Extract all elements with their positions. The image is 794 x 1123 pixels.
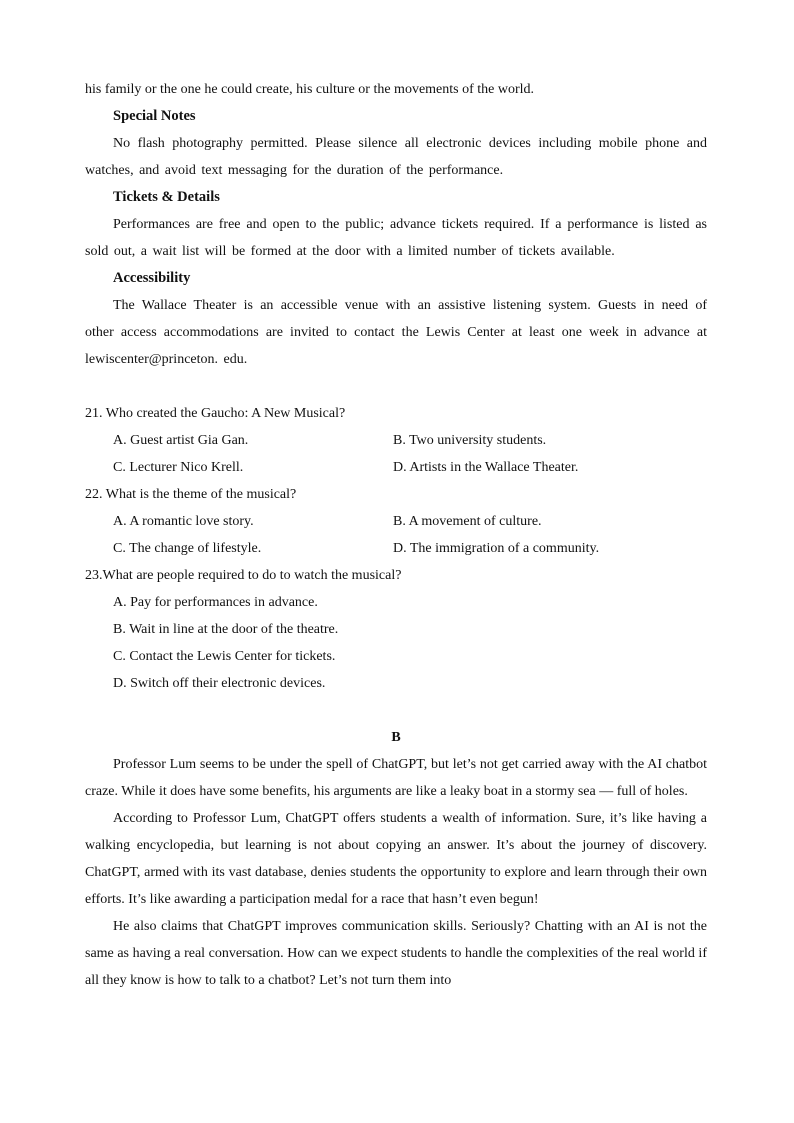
- question-21-options: [85, 427, 707, 481]
- option: A. A romantic love story.: [113, 514, 254, 529]
- option: C. Contact the Lewis Center for tickets.: [113, 649, 336, 664]
- option: A. Guest artist Gia Gan.: [113, 433, 249, 448]
- option: C. The change of lifestyle.: [113, 541, 262, 556]
- question-22-options: [85, 508, 707, 562]
- question-21: 21. Who created the Gaucho: A New Musical?: [85, 406, 346, 421]
- spacer: [85, 697, 707, 724]
- special-notes-text: No flash photography permitted. Please silence all electronic devices including mobile phone and watches, and avoid text messaging for the duration of the performance.: [85, 136, 707, 178]
- spacer: [85, 373, 707, 400]
- option: C. Lecturer Nico Krell.: [113, 460, 244, 475]
- question-22: 22. What is the theme of the musical?: [85, 487, 297, 502]
- option: B. A movement of culture.: [393, 514, 542, 529]
- continued-line: his family or the one he could create, his culture or the movements of the world.: [85, 82, 535, 97]
- option: B. Two university students.: [393, 433, 547, 448]
- tickets-text: Performances are free and open to the public; advance tickets required. If a performance is listed as sold out, a wait list will be formed at the door with a limited number of tickets available.: [85, 217, 707, 259]
- accessibility-heading: Accessibility: [113, 270, 191, 286]
- option: D. Switch off their electronic devices.: [113, 676, 326, 691]
- section-b-paragraph: He also claims that ChatGPT improves communication skills. Seriously? Chatting with an AI is not the same as having a real conversation. How can we expect students to handle the complexities of the real world if all they know is how to talk to a chatbot? Let’s not turn them into: [85, 919, 707, 988]
- option: D. Artists in the Wallace Theater.: [393, 460, 579, 475]
- option: B. Wait in line at the door of the theatre.: [113, 622, 339, 637]
- special-notes-heading: Special Notes: [113, 108, 196, 124]
- option: D. The immigration of a community.: [393, 541, 600, 556]
- option: A. Pay for performances in advance.: [113, 595, 318, 610]
- document-page: [85, 76, 707, 994]
- section-b-paragraph: Professor Lum seems to be under the spell of ChatGPT, but let’s not get carried away with the AI chatbot craze. While it does have some benefits, his arguments are like a leaky boat in a stormy sea — full of holes.: [85, 757, 707, 799]
- question-23-options: [85, 589, 707, 697]
- section-b-paragraph: According to Professor Lum, ChatGPT offers students a wealth of information. Sure, it’s like having a walking encyclopedia, but learning is not about copying an answer. It’s about the journey of discovery. ChatGPT, armed with its vast database, denies students the opportunity to explore and learn through their own efforts. It’s like awarding a participation medal for a race that hasn’t even begun!: [85, 811, 707, 907]
- section-b-title: B: [391, 730, 401, 745]
- tickets-heading: Tickets & Details: [113, 189, 220, 205]
- accessibility-text: The Wallace Theater is an accessible venue with an assistive listening system. Guests in need of other access accommodations are invited to contact the Lewis Center at least one week in advance at lewiscenter@princeton. edu.: [85, 298, 707, 367]
- question-23: 23.What are people required to do to watch the musical?: [85, 568, 402, 583]
